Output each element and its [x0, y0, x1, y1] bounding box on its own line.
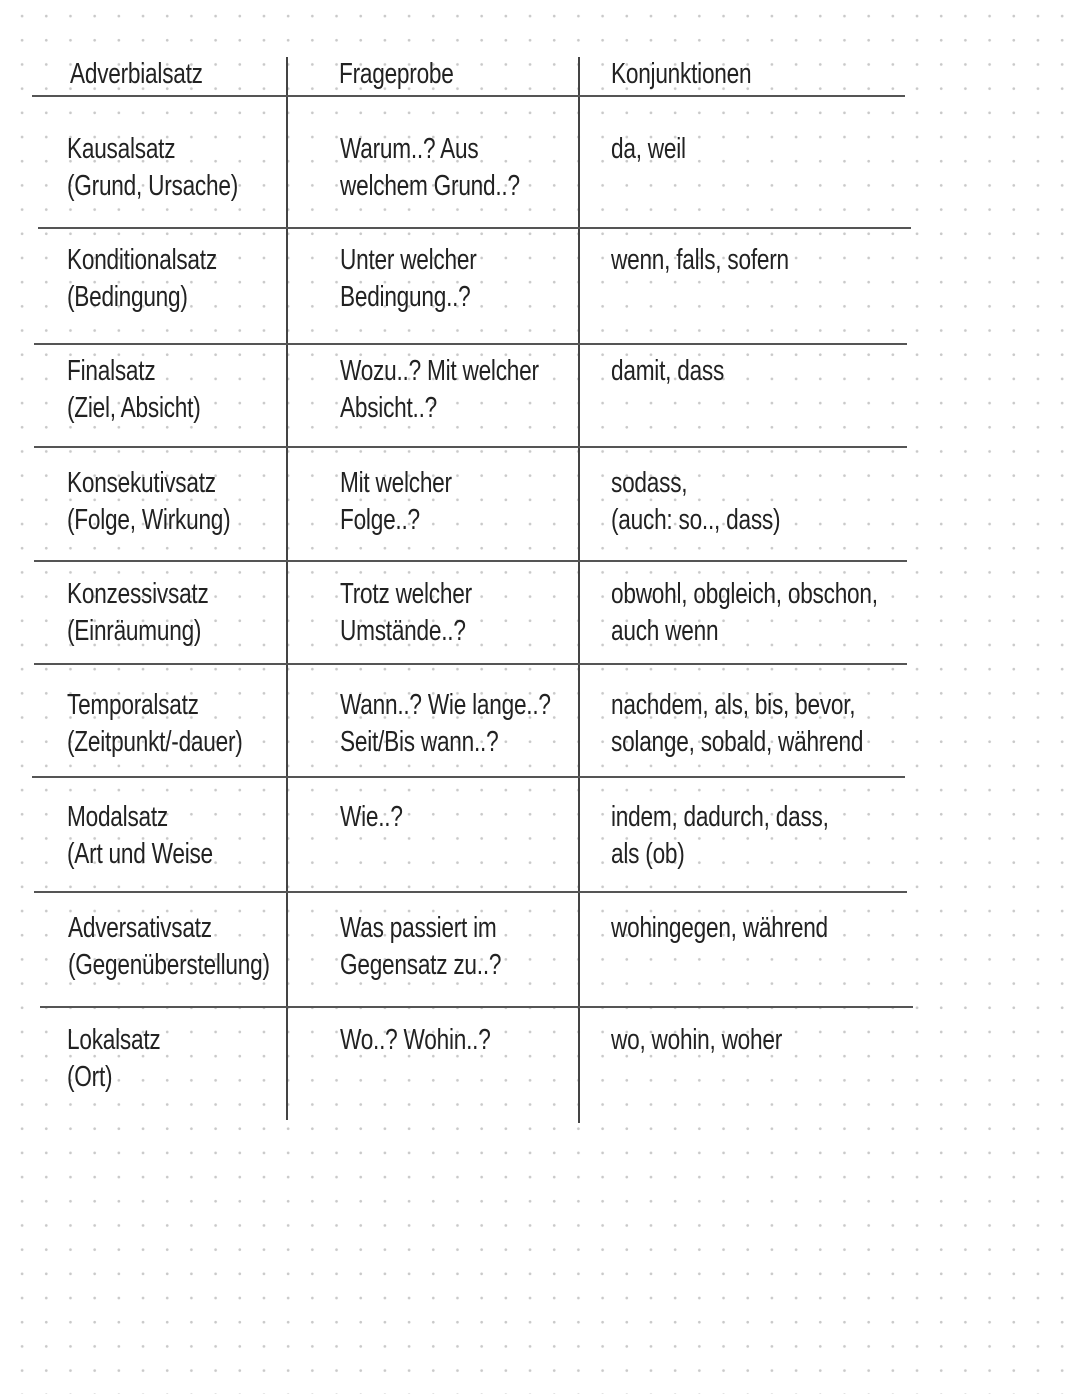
row-divider [38, 227, 911, 229]
clause-type [67, 131, 238, 205]
question-line: Trotz welcher [340, 578, 472, 610]
conjunction-line: als (ob) [611, 838, 685, 870]
question-line: Wozu..? Mit welcher [340, 355, 539, 387]
clause-type [67, 353, 201, 427]
question-line: Absicht..? [340, 392, 437, 424]
clause-name: Modalsatz [67, 801, 168, 833]
conjunction-line: solange, sobald, während [611, 726, 864, 758]
row-divider [34, 446, 907, 448]
column-divider [286, 57, 288, 1120]
conjunction-line: wohingegen, während [611, 912, 828, 944]
question-test [340, 576, 472, 650]
question-line: Seit/Bis wann..? [340, 726, 499, 758]
clause-meaning: (Gegenüberstellung) [68, 949, 270, 981]
conjunction-line: auch wenn [611, 615, 719, 647]
header-divider [32, 95, 905, 97]
question-test [340, 353, 539, 427]
clause-name: Konditionalsatz [67, 244, 217, 276]
question-line: Folge..? [340, 504, 420, 536]
conjunction-line: (auch: so.., dass) [611, 504, 781, 536]
question-test [340, 910, 501, 984]
clause-meaning: (Ziel, Absicht) [67, 392, 201, 424]
header-adverbialsatz: Adverbialsatz [70, 58, 203, 90]
row-divider [40, 1006, 913, 1008]
conjunction-line: wenn, falls, sofern [611, 244, 789, 276]
clause-meaning: (Ort) [67, 1061, 113, 1093]
question-line: Was passiert im [340, 912, 497, 944]
question-line: Wie..? [340, 801, 403, 833]
conjunctions [611, 799, 829, 873]
question-line: Wann..? Wie lange..? [340, 689, 551, 721]
clause-type [68, 910, 270, 984]
clause-meaning: (Folge, Wirkung) [67, 504, 231, 536]
question-line: Mit welcher [340, 467, 452, 499]
clause-type [67, 687, 243, 761]
question-test [340, 131, 520, 205]
question-test [340, 799, 403, 836]
question-line: welchem Grund..? [340, 170, 520, 202]
clause-type [67, 576, 209, 650]
clause-type [67, 799, 213, 873]
conjunction-line: indem, dadurch, dass, [611, 801, 829, 833]
conjunction-line: obwohl, obgleich, obschon, [611, 578, 878, 610]
header-konjunktionen: Konjunktionen [611, 58, 752, 90]
conjunction-line: da, weil [611, 133, 686, 165]
conjunction-line: nachdem, als, bis, bevor, [611, 689, 856, 721]
question-line: Bedingung..? [340, 281, 471, 313]
question-line: Umstände..? [340, 615, 466, 647]
conjunction-line: damit, dass [611, 355, 725, 387]
conjunctions [611, 910, 828, 947]
conjunction-line: wo, wohin, woher [611, 1024, 783, 1056]
question-line: Gegensatz zu..? [340, 949, 502, 981]
clause-meaning: (Zeitpunkt/-dauer) [67, 726, 243, 758]
clause-name: Konsekutivsatz [67, 467, 216, 499]
clause-meaning: (Bedingung) [67, 281, 188, 313]
question-line: Unter welcher [340, 244, 477, 276]
conjunctions [611, 242, 789, 279]
clause-meaning: (Einräumung) [67, 615, 202, 647]
conjunctions [611, 1022, 782, 1059]
question-line: Wo..? Wohin..? [340, 1024, 491, 1056]
header-frageprobe: Frageprobe [339, 58, 454, 90]
conjunctions [611, 465, 780, 539]
clause-name: Lokalsatz [67, 1024, 161, 1056]
question-test [340, 242, 477, 316]
clause-type [67, 242, 217, 316]
question-test [340, 687, 551, 761]
clause-name: Konzessivsatz [67, 578, 209, 610]
question-test [340, 465, 452, 539]
conjunction-line: sodass, [611, 467, 688, 499]
clause-meaning: (Art und Weise [67, 838, 213, 870]
row-divider [34, 891, 907, 893]
conjunctions [611, 576, 878, 650]
conjunctions [611, 353, 724, 390]
clause-type [67, 465, 230, 539]
row-divider [34, 343, 907, 345]
clause-name: Temporalsatz [67, 689, 199, 721]
clause-type [67, 1022, 160, 1096]
clause-name: Kausalsatz [67, 133, 176, 165]
conjunctions [611, 687, 863, 761]
row-divider [34, 560, 907, 562]
clause-meaning: (Grund, Ursache) [67, 170, 238, 202]
clause-name: Adversativsatz [68, 912, 212, 944]
question-test [340, 1022, 491, 1059]
row-divider [34, 663, 907, 665]
row-divider [32, 776, 905, 778]
column-divider [578, 57, 580, 1123]
clause-name: Finalsatz [67, 355, 156, 387]
question-line: Warum..? Aus [340, 133, 479, 165]
conjunctions [611, 131, 686, 168]
